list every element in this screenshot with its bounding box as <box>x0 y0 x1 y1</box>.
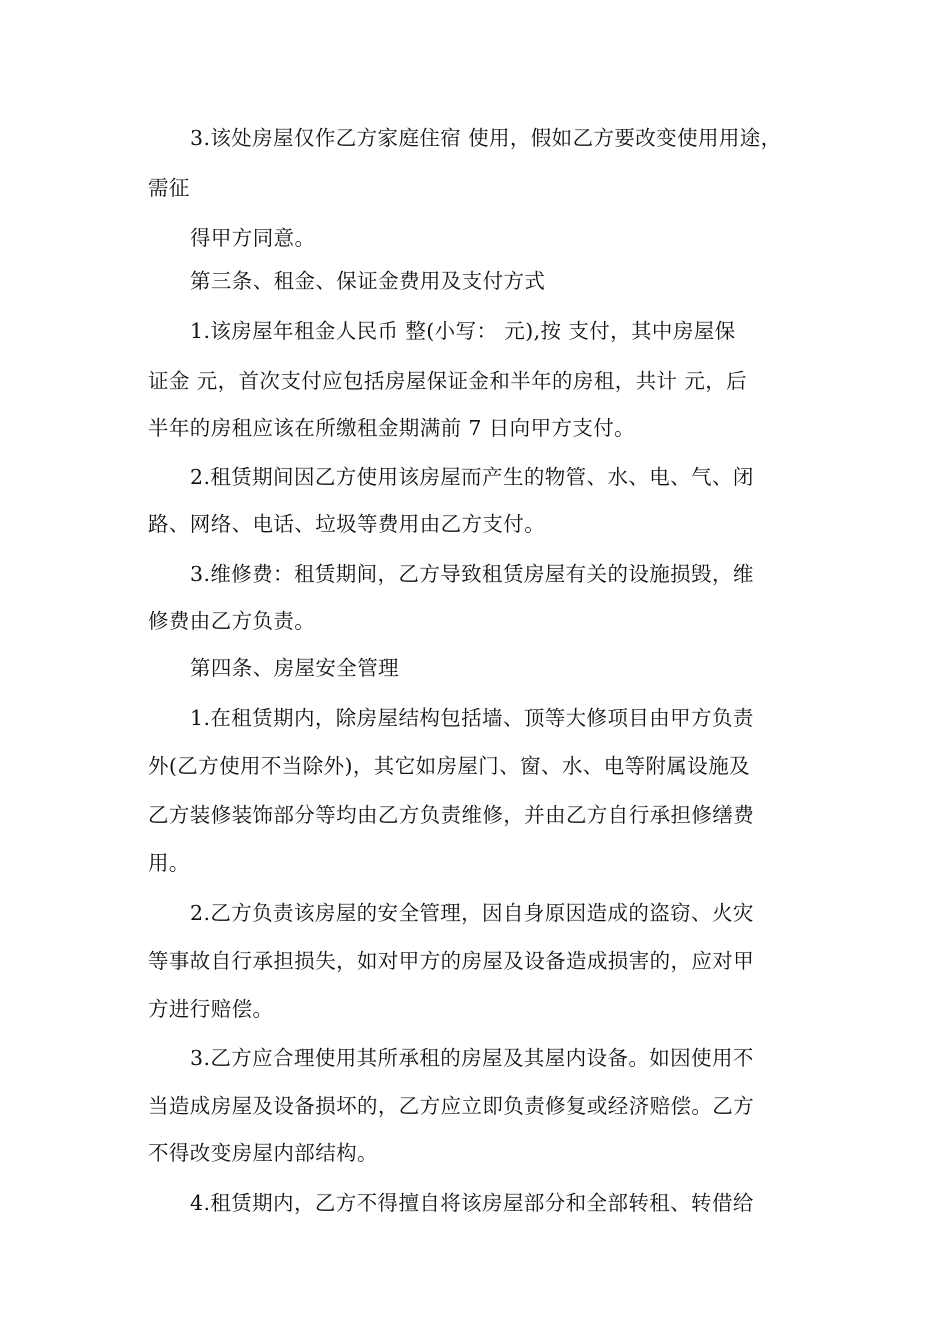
text-line: 方进行赔偿。 <box>148 997 274 1021</box>
text-line: 3.乙方应合理使用其所承租的房屋及其屋内设备。如因使用不 <box>190 1046 754 1070</box>
text-line: 等事故自行承担损失，如对甲方的房屋及设备造成损害的，应对甲 <box>148 949 755 973</box>
text-line: 2.乙方负责该房屋的安全管理，因自身原因造成的盗窃、火灾 <box>190 901 754 925</box>
text-line: 2.租赁期间因乙方使用该房屋而产生的物管、水、电、气、闭 <box>190 465 754 489</box>
section-heading: 第四条、房屋安全管理 <box>190 656 399 680</box>
text-line: 证金 元，首次支付应包括房屋保证金和半年的房租，共计 元，后 <box>148 369 748 393</box>
section-heading: 第三条、租金、保证金费用及支付方式 <box>190 269 546 293</box>
text-line: 3.维修费：租赁期间，乙方导致租赁房屋有关的设施损毁，维 <box>190 562 754 586</box>
text-line: 需征 <box>148 176 190 200</box>
text-line: 4.租赁期内，乙方不得擅自将该房屋部分和全部转租、转借给 <box>190 1191 754 1215</box>
text-line: 不得改变房屋内部结构。 <box>148 1141 378 1165</box>
text-line: 修费由乙方负责。 <box>148 609 316 633</box>
text-line: 当造成房屋及设备损坏的，乙方应立即负责修复或经济赔偿。乙方 <box>148 1094 755 1118</box>
text-line: 外(乙方使用不当除外)，其它如房屋门、窗、水、电等附属设施及 <box>148 754 750 778</box>
text-line: 3.该处房屋仅作乙方家庭住宿 使用，假如乙方要改变使用用途， <box>190 126 782 150</box>
text-line: 路、网络、电话、垃圾等费用由乙方支付。 <box>148 512 546 536</box>
text-line: 得甲方同意。 <box>190 226 316 250</box>
text-line: 用。 <box>148 851 190 875</box>
text-line: 1.该房屋年租金人民币 整(小写： 元),按 支付，其中房屋保 <box>190 319 736 343</box>
text-line: 1.在租赁期内，除房屋结构包括墙、顶等大修项目由甲方负责 <box>190 706 754 730</box>
text-line: 乙方装修装饰部分等均由乙方负责维修，并由乙方自行承担修缮费 <box>148 803 755 827</box>
text-line: 半年的房租应该在所缴租金期满前 7 日向甲方支付。 <box>148 416 636 440</box>
